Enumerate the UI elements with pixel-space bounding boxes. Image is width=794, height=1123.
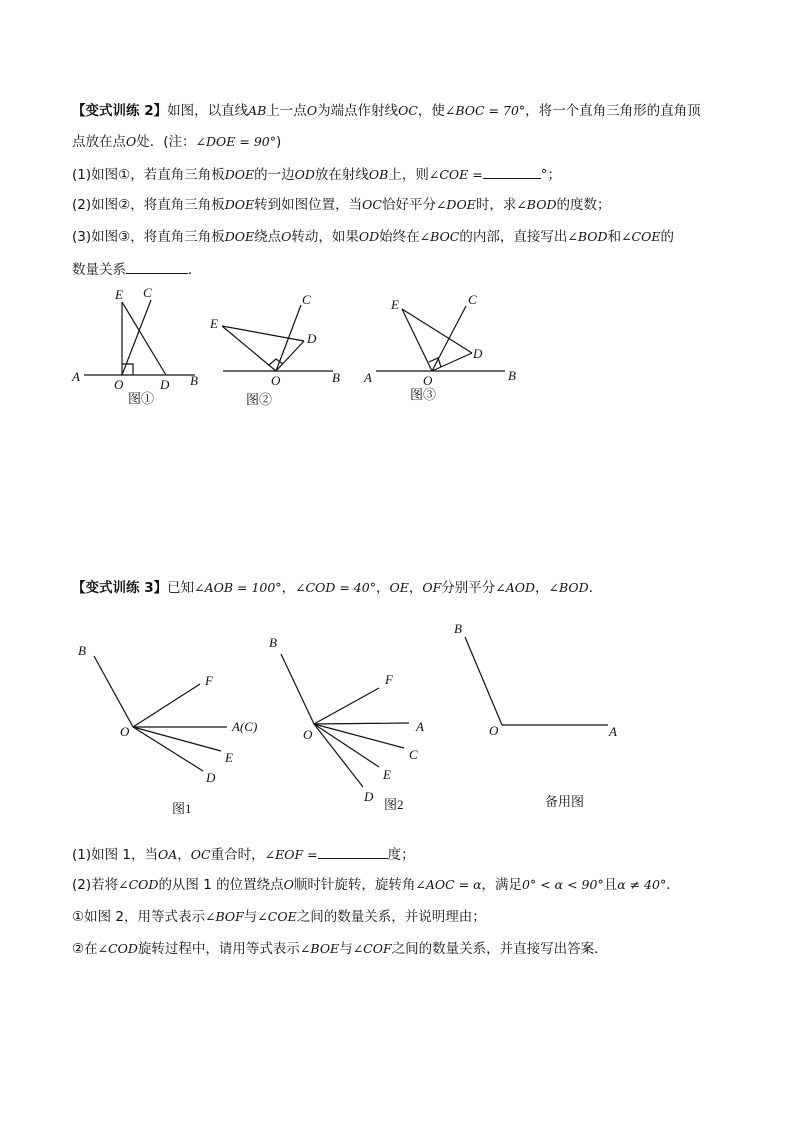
- p2-question-1: (1)如图①，若直角三角板DOE的一边OD放在射线OB上，则∠COE = °；: [72, 164, 561, 185]
- point-label: B: [269, 635, 277, 650]
- point-label: O: [120, 724, 130, 739]
- ray-of: [133, 684, 200, 727]
- point-label: D: [364, 789, 374, 804]
- point-label: B: [508, 368, 516, 383]
- point-label: A: [609, 724, 617, 739]
- point-label: C: [409, 747, 418, 762]
- point-label: C: [468, 292, 477, 307]
- ray-ob: [281, 654, 314, 724]
- caption: 图1: [172, 801, 192, 816]
- p2-figure-2: [209, 292, 340, 407]
- p2-tag: 【变式训练 2】: [72, 103, 168, 119]
- point-label: A: [72, 369, 80, 384]
- p3-figure-2: [269, 635, 424, 812]
- p2-line-2: 点放在点O处．(注：∠DOE = 90°): [72, 134, 282, 150]
- ray-oe: [133, 727, 221, 751]
- p2-question-3: (3)如图③，将直角三角板DOE绕点O转动，如果OD始终在∠BOC的内部，直接写出∠BOD和∠COE的: [72, 229, 674, 245]
- p2-line-1: 【变式训练 2】如图，以直线AB上一点O为端点作射线OC，使∠BOC = 70°，将一个直角三角形的直角顶: [72, 103, 701, 119]
- point-label: D: [473, 346, 483, 361]
- p3-line-1: 【变式训练 3】已知∠AOB = 100°，∠COD = 40°，OE，OF分别平分∠AOD，∠BOD．: [72, 580, 603, 596]
- caption: 图②: [246, 392, 273, 407]
- p3-figure-1: [78, 643, 257, 816]
- p3-tag: 【变式训练 3】: [72, 580, 168, 596]
- point-label: O: [423, 373, 433, 388]
- ray-od: [133, 727, 203, 771]
- ray-oe: [314, 724, 379, 767]
- point-label: A: [416, 719, 424, 734]
- point-label: E: [210, 316, 218, 331]
- p3-question-2: (2)若将∠COD的从图 1 的位置绕点O顺时针旋转，旋转角∠AOC = α，满足0° < α < 90°且α ≠ 40°．: [72, 877, 680, 893]
- caption: 图①: [128, 391, 155, 406]
- ray-ob: [94, 656, 133, 727]
- point-label: B: [78, 643, 86, 658]
- p3-figure-spare: [454, 621, 617, 809]
- point-label: O: [114, 377, 124, 392]
- point-label: B: [190, 373, 198, 388]
- point-label: A(C): [232, 719, 258, 734]
- point-label: C: [302, 292, 311, 307]
- p3-question-1: (1)如图 1，当OA，OC重合时，∠EOF = 度；: [72, 844, 415, 865]
- point-label: E: [225, 750, 233, 765]
- p2-question-2: (2)如图②，将直角三角板DOE转到如图位置，当OC恰好平分∠DOE时，求∠BOD的度数；: [72, 197, 611, 213]
- point-label: D: [206, 770, 216, 785]
- p2-figure-1: [71, 285, 198, 406]
- ray-od: [276, 341, 304, 371]
- point-label: O: [489, 723, 499, 738]
- point-label: D: [160, 377, 170, 392]
- point-label: O: [303, 727, 313, 742]
- p3-subquestion-2: ②在∠COD旋转过程中，请用等式表示∠BOE与∠COF之间的数量关系，并直接写出答案．: [72, 941, 608, 957]
- right-angle-mark: [269, 359, 283, 365]
- ray-od: [432, 353, 472, 371]
- point-label: F: [385, 672, 393, 687]
- point-label: O: [271, 373, 281, 388]
- point-label: A: [364, 370, 372, 385]
- point-label: B: [332, 370, 340, 385]
- caption: 备用图: [545, 794, 585, 809]
- ray-oc: [314, 724, 404, 748]
- ray-oe: [222, 326, 276, 371]
- point-label: E: [383, 767, 391, 782]
- p2-figure-3: [363, 292, 516, 402]
- point-label: B: [454, 621, 462, 636]
- caption: 图③: [410, 387, 437, 402]
- answer-blank[interactable]: [318, 844, 388, 859]
- p2-question-3-cont: 数量关系 ．: [72, 259, 202, 280]
- point-label: C: [143, 285, 152, 300]
- ray-oa: [314, 723, 409, 724]
- ray-od: [314, 724, 363, 787]
- ray-of: [314, 688, 379, 724]
- point-label: F: [205, 673, 213, 688]
- caption: 图2: [384, 797, 404, 812]
- point-label: E: [391, 297, 399, 312]
- point-label: E: [115, 287, 123, 302]
- ray-ob: [465, 637, 502, 725]
- point-label: D: [307, 331, 317, 346]
- p3-subquestion-1: ①如图 2，用等式表示∠BOF与∠COE之间的数量关系，并说明理由；: [72, 909, 486, 925]
